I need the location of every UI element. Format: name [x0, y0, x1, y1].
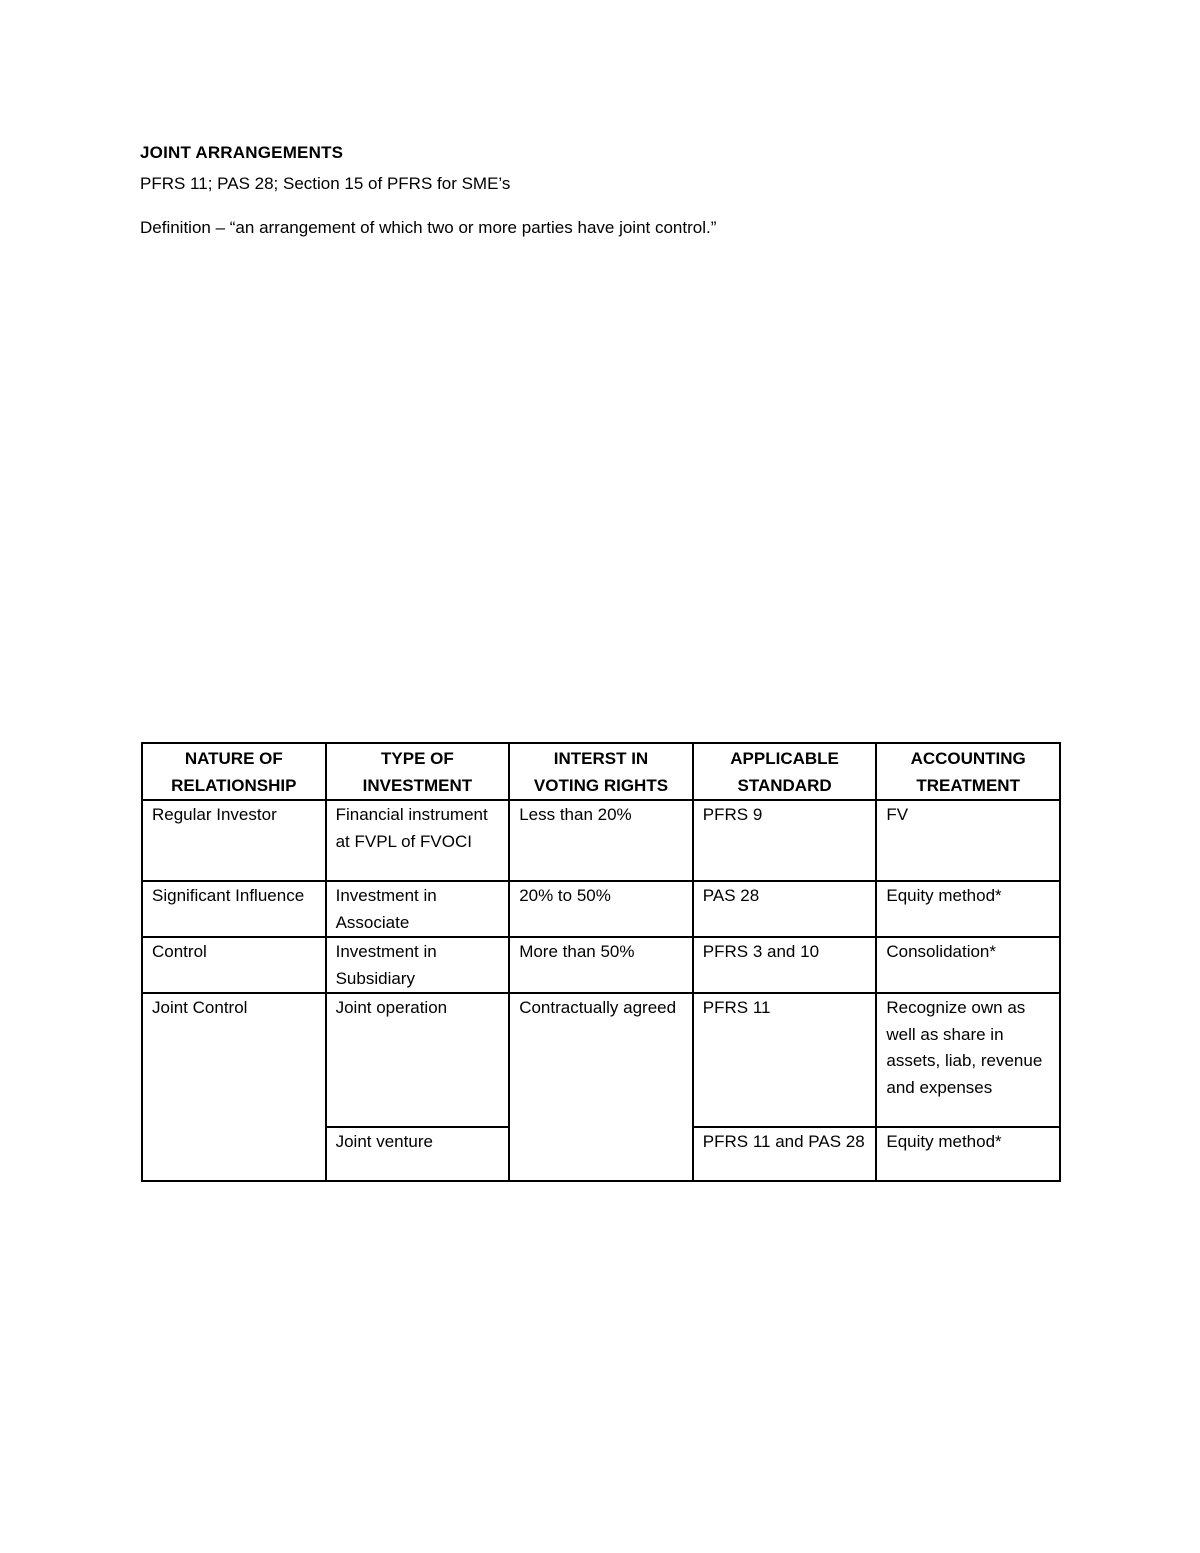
- cell-standard: PFRS 11 and PAS 28: [693, 1127, 877, 1181]
- definition-text: Definition – “an arrangement of which two or more parties have joint control.”: [140, 218, 717, 237]
- cell-nature: Control: [142, 937, 326, 993]
- table-header-row: [142, 743, 1060, 800]
- header-interest-in-voting-rights: INTERST IN VOTING RIGHTS: [509, 743, 693, 800]
- document-title: JOINT ARRANGEMENTS: [140, 143, 344, 162]
- cell-type: Investment in Associate: [326, 881, 510, 937]
- cell-interest: 20% to 50%: [509, 881, 693, 937]
- header-nature-of-relationship: NATURE OF RELATIONSHIP: [142, 743, 326, 800]
- document-subtitle: PFRS 11; PAS 28; Section 15 of PFRS for SME’s: [140, 174, 511, 193]
- cell-type: Financial instrument at FVPL of FVOCI: [326, 800, 510, 881]
- cell-treatment: Recognize own as well as share in assets, liab, revenue and expenses: [876, 993, 1060, 1127]
- cell-standard: PFRS 3 and 10: [693, 937, 877, 993]
- cell-standard: PFRS 11: [693, 993, 877, 1127]
- cell-interest: Less than 20%: [509, 800, 693, 881]
- header-type-of-investment: TYPE OF INVESTMENT: [326, 743, 510, 800]
- relationship-table: [141, 742, 1061, 1182]
- cell-treatment: FV: [876, 800, 1060, 881]
- cell-nature: Significant Influence: [142, 881, 326, 937]
- cell-nature: Regular Investor: [142, 800, 326, 881]
- table-row: [142, 993, 1060, 1127]
- table-row: [142, 800, 1060, 881]
- cell-interest: More than 50%: [509, 937, 693, 993]
- cell-treatment: Consolidation*: [876, 937, 1060, 993]
- header-accounting-treatment: ACCOUNTING TREATMENT: [876, 743, 1060, 800]
- header-applicable-standard: APPLICABLE STANDARD: [693, 743, 877, 800]
- cell-standard: PFRS 9: [693, 800, 877, 881]
- cell-treatment: Equity method*: [876, 881, 1060, 937]
- cell-interest: Contractually agreed: [509, 993, 693, 1181]
- table-row: [142, 881, 1060, 937]
- cell-treatment: Equity method*: [876, 1127, 1060, 1181]
- cell-type: Joint venture: [326, 1127, 510, 1181]
- table-row: [142, 937, 1060, 993]
- cell-nature: Joint Control: [142, 993, 326, 1181]
- cell-type: Investment in Subsidiary: [326, 937, 510, 993]
- cell-standard: PAS 28: [693, 881, 877, 937]
- cell-type: Joint operation: [326, 993, 510, 1127]
